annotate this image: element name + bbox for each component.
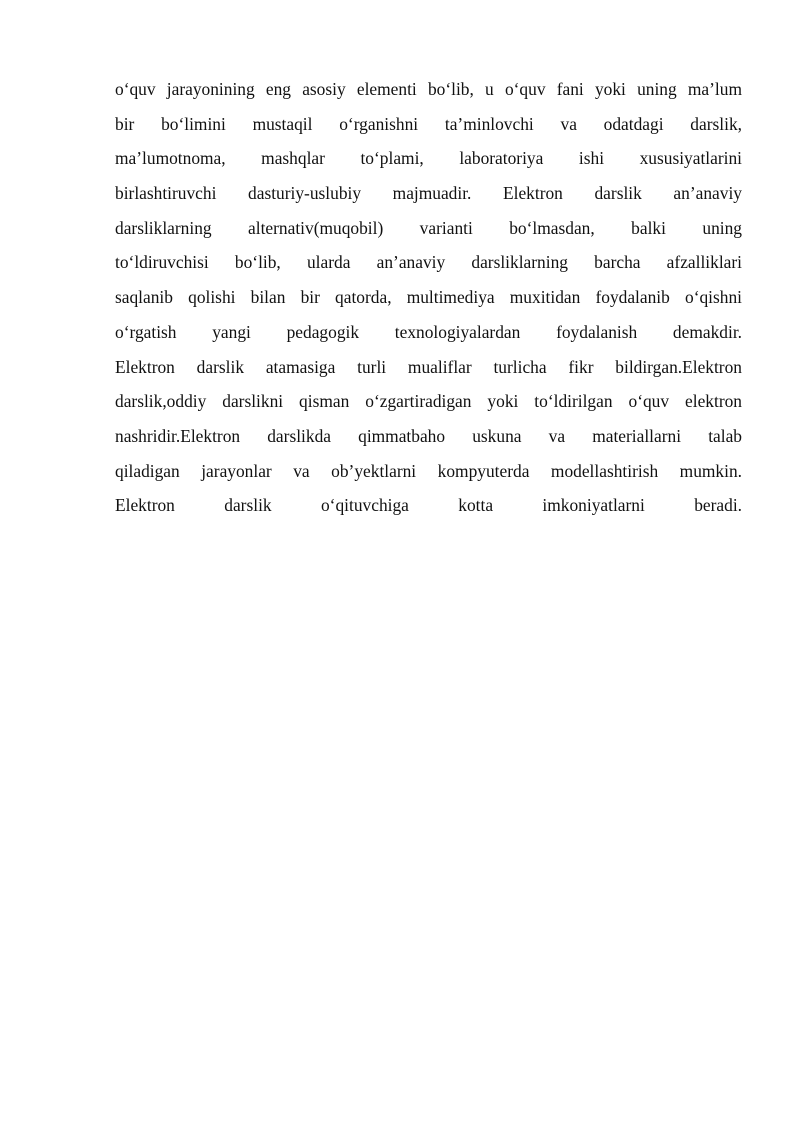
paragraph-line: ma’lumotnoma, mashqlar to‘plami, laboratoriya ishi xususiyatlarini bbox=[115, 148, 742, 169]
paragraph-line: nashridir.Elektron darslikda qimmatbaho uskuna va materiallarni talab bbox=[115, 425, 742, 446]
paragraph-line: bir bo‘limini mustaqil o‘rganishni ta’minlovchi va odatdagi darslik, bbox=[115, 113, 742, 134]
paragraph-line: Elektron darslik atamasiga turli mualiflar turlicha fikr bildirgan.Elektron bbox=[115, 356, 742, 377]
paragraph-line: darsliklarning alternativ(muqobil) varianti bo‘lmasdan, balki uning bbox=[115, 217, 742, 238]
paragraph-line: to‘ldiruvchisi bo‘lib, ularda an’anaviy darsliklarning barcha afzalliklari bbox=[115, 252, 742, 273]
paragraph-line: qiladigan jarayonlar va ob’yektlarni kompyuterda modellashtirish mumkin. bbox=[115, 460, 742, 481]
paragraph-line: saqlanib qolishi bilan bir qatorda, multimediya muxitidan foydalanib o‘qishni bbox=[115, 287, 742, 308]
body-paragraph bbox=[115, 72, 742, 523]
paragraph-line: o‘quv jarayonining eng asosiy elementi bo‘lib, u o‘quv fani yoki uning ma’lum bbox=[115, 79, 742, 99]
paragraph-line: darslik,oddiy darslikni qisman o‘zgartiradigan yoki to‘ldirilgan o‘quv elektron bbox=[115, 391, 742, 412]
paragraph-line: birlashtiruvchi dasturiy-uslubiy majmuadir. Elektron darslik an’anaviy bbox=[115, 183, 742, 204]
paragraph-line: Elektron darslik o‘qituvchiga kotta imkoniyatlarni beradi. bbox=[115, 495, 742, 516]
paragraph-line: o‘rgatish yangi pedagogik texnologiyalardan foydalanish demakdir. bbox=[115, 321, 742, 342]
